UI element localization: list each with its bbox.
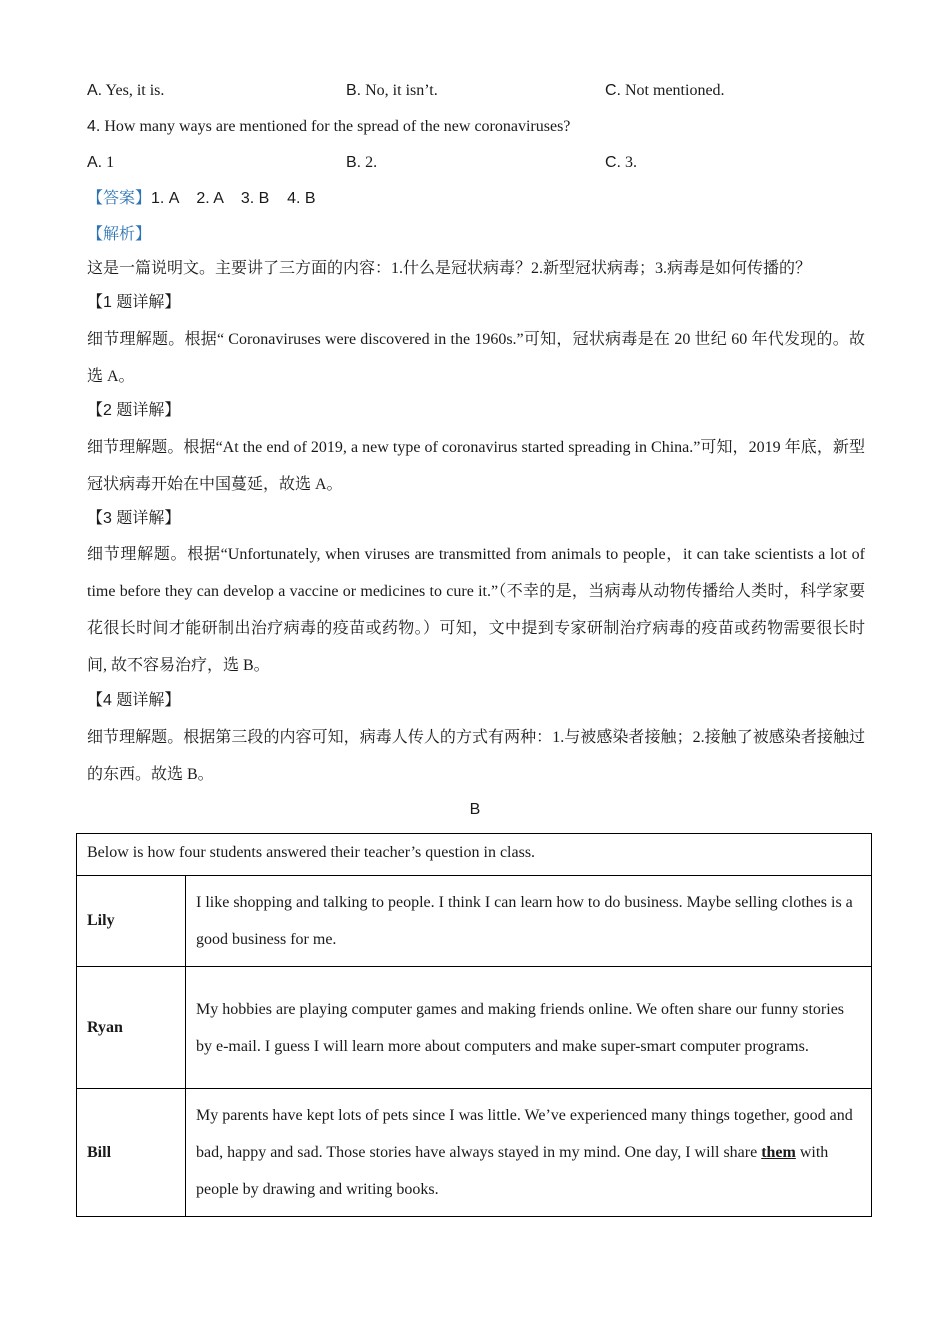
analysis-intro: 这是一篇说明文。主要讲了三方面的内容：1.什么是冠状病毒？2.新型冠状病毒；3.病毒是如何传播的？ — [87, 260, 812, 277]
answer-line — [87, 188, 316, 210]
q4-option-b — [346, 152, 377, 174]
answer-label: 【答案】 — [87, 190, 152, 207]
detail-1-label: 【1 题详解】 — [87, 294, 181, 311]
underlined-word: them — [761, 1144, 796, 1161]
analysis-label: 【解析】 — [87, 226, 152, 243]
student-answer — [186, 1089, 872, 1217]
detail-3-text: 细节理解题。根据“Unfortunately, when viruses are transmitted from animals to people，it can take scientists a lot of time before they can develop a vaccine or medicines to cure it.”（不幸的是，当病毒从动物传播给人类时，科学家要花很长时间才能研制出治疗病毒的疫苗或药物。）可知，文中提到专家研制治疗病毒的疫苗或药物需要很长时间, 故不容易治疗，选 B。 — [87, 546, 865, 674]
answer-text-part: with people by drawing and writing books. — [196, 1144, 829, 1198]
q4-option-c — [605, 152, 637, 174]
option-text: 3. — [625, 154, 637, 171]
passage-table — [76, 833, 872, 1217]
option-letter: A. — [87, 82, 103, 99]
q3-option-c — [605, 80, 725, 102]
option-text: 2. — [365, 154, 378, 171]
answer-value: 1. A 2. A 3. B 4. B — [151, 190, 316, 207]
answer-text-part: My parents have kept lots of pets since I was little. We’ve experienced many things together, good and bad, happy and sad. Those stories have always stayed in my mind. One day, I will share — [196, 1107, 853, 1161]
student-name: Bill — [77, 1089, 186, 1217]
question-4 — [87, 116, 570, 138]
option-letter: C. — [605, 82, 621, 99]
table-row — [77, 967, 872, 1089]
option-text: Yes, it is. — [105, 82, 165, 99]
detail-1-text: 细节理解题。根据“ Coronaviruses were discovered in the 1960s.”可知，冠状病毒是在 20 世纪 60 年代发现的。故选 A。 — [87, 331, 865, 385]
option-letter: C. — [605, 154, 621, 171]
detail-4-text: 细节理解题。根据第三段的内容可知，病毒人传人的方式有两种：1.与被感染者接触；2.接触了被感染者接触过的东西。故选 B。 — [87, 729, 865, 783]
detail-4-label: 【4 题详解】 — [87, 692, 181, 709]
detail-2-label: 【2 题详解】 — [87, 402, 181, 419]
detail-3-label: 【3 题详解】 — [87, 510, 181, 527]
q3-option-b — [346, 80, 438, 102]
student-name: Lily — [77, 876, 186, 967]
option-letter: B. — [346, 82, 362, 99]
option-text: 1 — [106, 154, 115, 171]
student-answer: My hobbies are playing computer games and making friends online. We often share our funny stories by e-mail. I guess I will learn more about computers and make super-smart computer programs. — [186, 967, 872, 1089]
option-letter: A. — [87, 154, 103, 171]
student-name: Ryan — [77, 967, 186, 1089]
table-row — [77, 834, 872, 876]
q4-option-a — [87, 152, 114, 174]
q3-option-a — [87, 80, 164, 102]
table-intro: Below is how four students answered their teacher’s question in class. — [77, 834, 872, 876]
option-text: No, it isn’t. — [365, 82, 438, 99]
section-heading: B — [469, 801, 481, 818]
question-number: 4. — [87, 118, 101, 135]
table-row — [77, 876, 872, 967]
detail-2-text: 细节理解题。根据“At the end of 2019, a new type of coronavirus started spreading in China.”可知，2019 年底，新型冠状病毒开始在中国蔓延，故选 A。 — [87, 439, 865, 493]
table-row — [77, 1089, 872, 1217]
option-letter: B. — [346, 154, 362, 171]
option-text: Not mentioned. — [625, 82, 725, 99]
student-answer: I like shopping and talking to people. I think I can learn how to do business. Maybe selling clothes is a good business for me. — [186, 876, 872, 967]
question-text: How many ways are mentioned for the spread of the new coronaviruses? — [104, 118, 571, 135]
